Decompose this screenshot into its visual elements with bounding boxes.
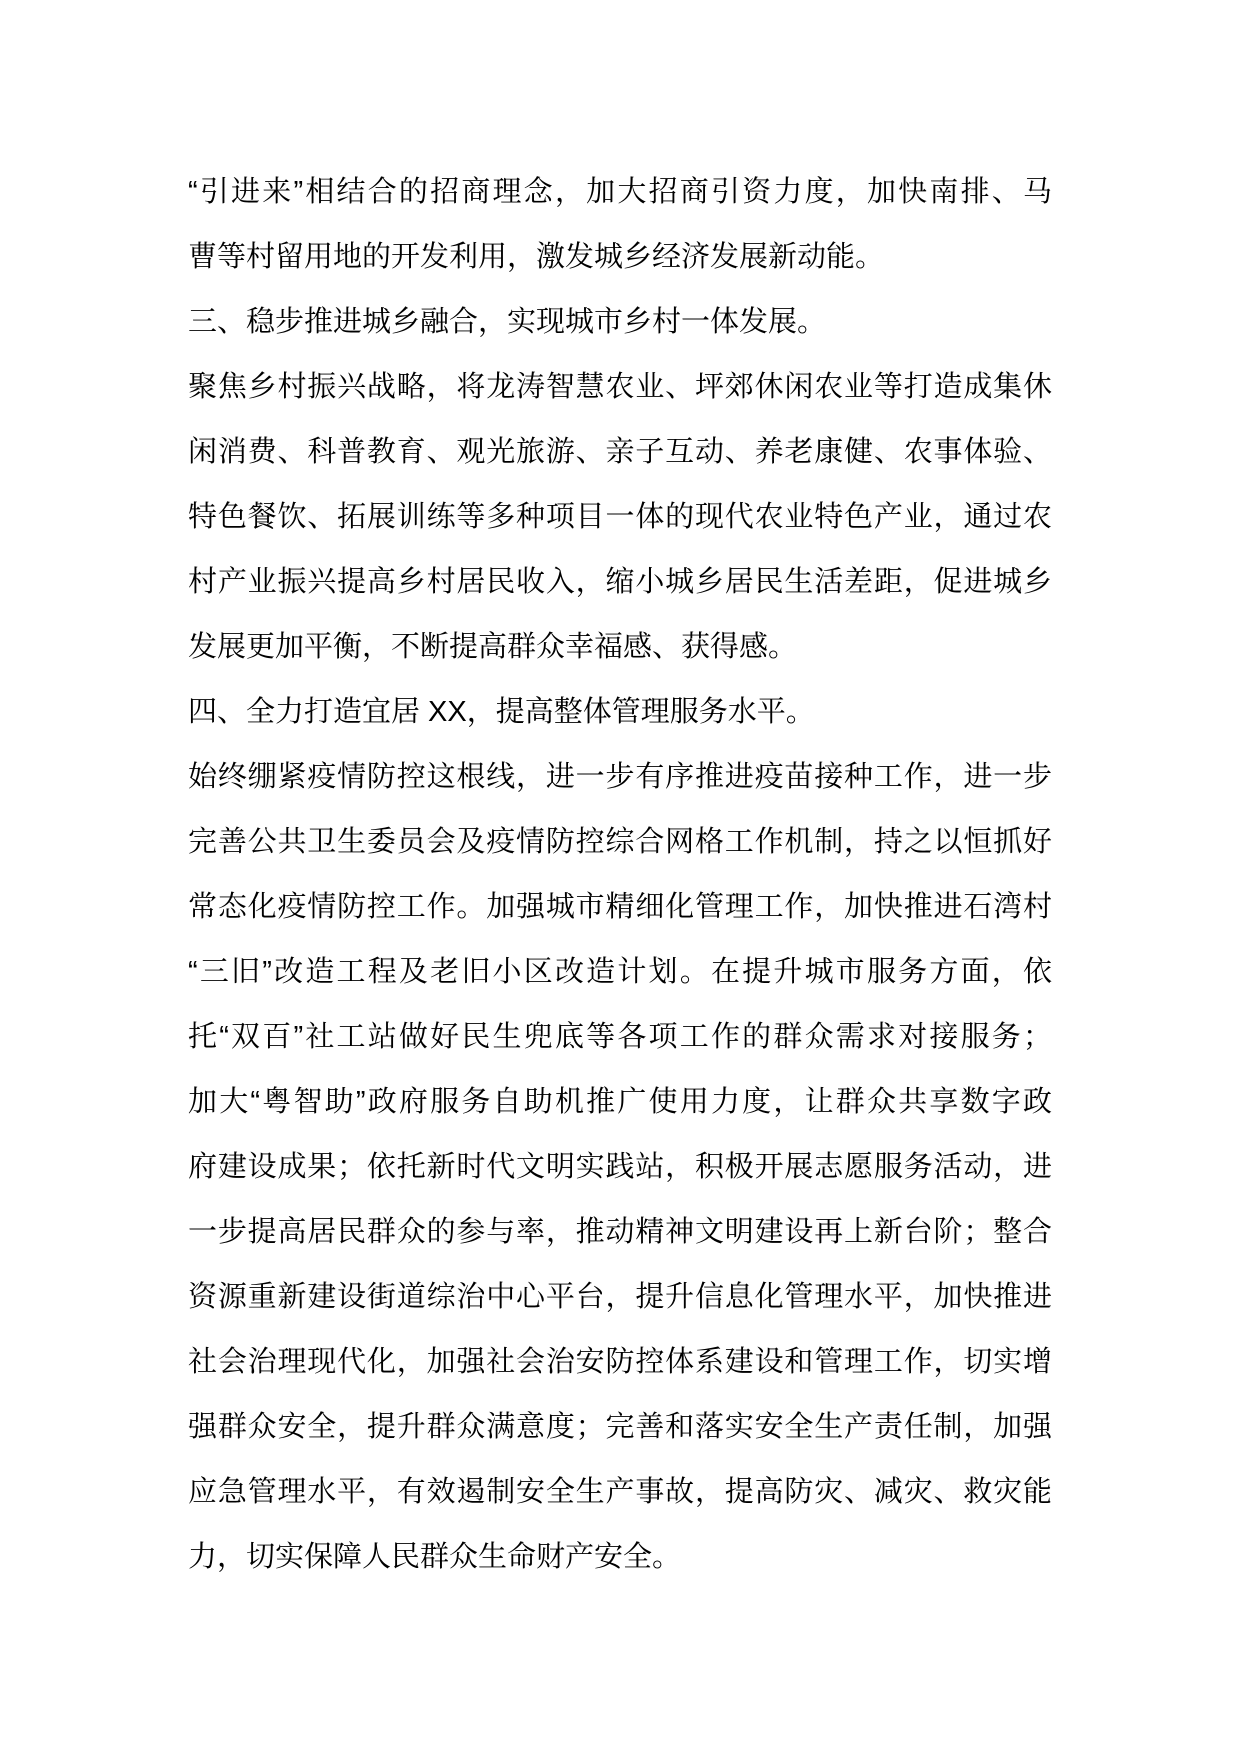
text-line: 特色餐饮、拓展训练等多种项目一体的现代农业特色产业，通过农 bbox=[188, 501, 1052, 533]
text-line: 强群众安全，提升群众满意度；完善和落实安全生产责任制，加强 bbox=[188, 1411, 1052, 1443]
text-line: 应急管理水平，有效遏制安全生产事故，提高防灾、减灾、救灾能 bbox=[188, 1476, 1052, 1508]
text-line: 一步提高居民群众的参与率，推动精神文明建设再上新台阶；整合 bbox=[188, 1216, 1052, 1248]
text-line: 四、全力打造宜居 XX，提高整体管理服务水平。 bbox=[188, 696, 815, 728]
text-line: 聚焦乡村振兴战略，将龙涛智慧农业、坪郊休闲农业等打造成集休 bbox=[188, 371, 1052, 403]
text-line: 曹等村留用地的开发利用，激发城乡经济发展新动能。 bbox=[188, 241, 885, 273]
text-line: 府建设成果；依托新时代文明实践站，积极开展志愿服务活动，进 bbox=[188, 1151, 1052, 1183]
text-line: 托“双百”社工站做好民生兜底等各项工作的群众需求对接服务； bbox=[188, 1021, 1052, 1053]
text-line: “引进来”相结合的招商理念，加大招商引资力度，加快南排、马 bbox=[188, 176, 1052, 208]
text-line: 三、稳步推进城乡融合，实现城市乡村一体发展。 bbox=[188, 306, 827, 338]
text-line: 加大“粤智助”政府服务自助机推广使用力度，让群众共享数字政 bbox=[188, 1086, 1052, 1118]
text-line: 力，切实保障人民群众生命财产安全。 bbox=[188, 1541, 682, 1573]
text-line: “三旧”改造工程及老旧小区改造计划。在提升城市服务方面，依 bbox=[188, 956, 1052, 988]
text-line: 完善公共卫生委员会及疫情防控综合网格工作机制，持之以恒抓好 bbox=[188, 826, 1052, 858]
text-line: 资源重新建设街道综治中心平台，提升信息化管理水平，加快推进 bbox=[188, 1281, 1052, 1313]
text-line: 闲消费、科普教育、观光旅游、亲子互动、养老康健、农事体验、 bbox=[188, 436, 1052, 468]
text-line: 村产业振兴提高乡村居民收入，缩小城乡居民生活差距，促进城乡 bbox=[188, 566, 1052, 598]
text-line: 常态化疫情防控工作。加强城市精细化管理工作，加快推进石湾村 bbox=[188, 891, 1052, 923]
text-line: 社会治理现代化，加强社会治安防控体系建设和管理工作，切实增 bbox=[188, 1346, 1052, 1378]
text-line: 发展更加平衡，不断提高群众幸福感、获得感。 bbox=[188, 631, 798, 663]
text-line: 始终绷紧疫情防控这根线，进一步有序推进疫苗接种工作，进一步 bbox=[188, 761, 1052, 793]
